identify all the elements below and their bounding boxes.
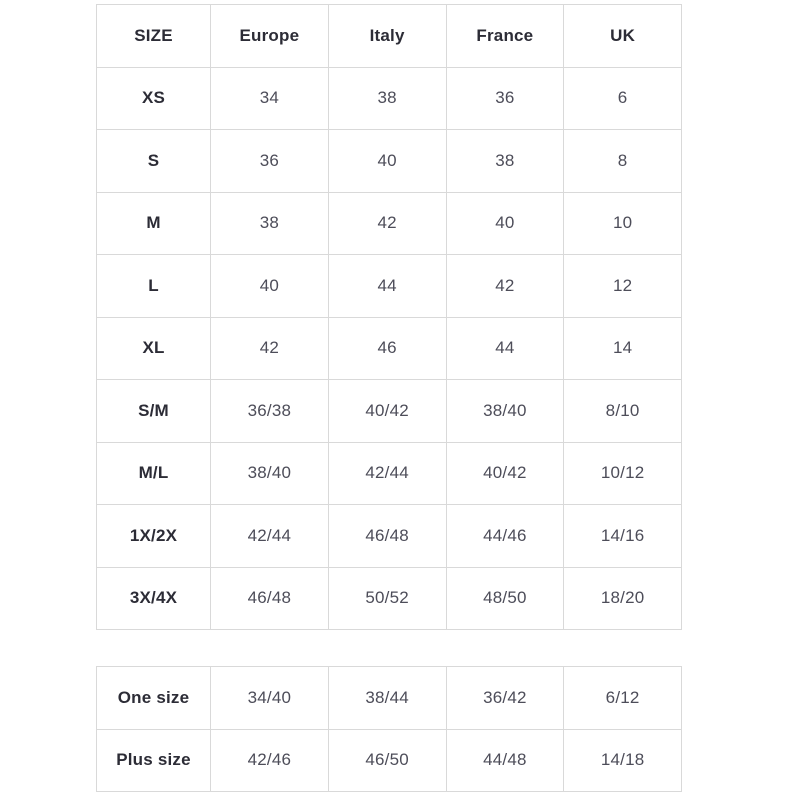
value-cell: 42/44	[328, 442, 446, 505]
value-cell: 12	[564, 255, 682, 318]
size-label: M	[97, 192, 211, 255]
value-cell: 44/46	[446, 505, 564, 568]
size-label: L	[97, 255, 211, 318]
value-cell: 36	[211, 130, 329, 193]
table-row-xl	[97, 317, 682, 380]
value-cell: 40/42	[446, 442, 564, 505]
value-cell: 38/40	[211, 442, 329, 505]
table-row-ml	[97, 442, 682, 505]
value-cell: 42/44	[211, 505, 329, 568]
value-cell: 42	[328, 192, 446, 255]
table-row-plus-size	[97, 729, 682, 792]
size-conversion-table	[96, 4, 682, 630]
value-cell: 50/52	[328, 567, 446, 630]
value-cell: 44/48	[446, 729, 564, 792]
value-cell: 8/10	[564, 380, 682, 443]
header-france: France	[446, 5, 564, 68]
table-row-sm	[97, 380, 682, 443]
table-row-l	[97, 255, 682, 318]
value-cell: 40	[446, 192, 564, 255]
value-cell: 10	[564, 192, 682, 255]
value-cell: 42/46	[211, 729, 329, 792]
value-cell: 8	[564, 130, 682, 193]
size-label: 1X/2X	[97, 505, 211, 568]
size-label: S/M	[97, 380, 211, 443]
value-cell: 40/42	[328, 380, 446, 443]
special-sizes-table	[96, 666, 682, 792]
value-cell: 46/48	[328, 505, 446, 568]
size-label: XL	[97, 317, 211, 380]
size-label: 3X/4X	[97, 567, 211, 630]
value-cell: 18/20	[564, 567, 682, 630]
value-cell: 44	[446, 317, 564, 380]
value-cell: 38/40	[446, 380, 564, 443]
value-cell: 36	[446, 67, 564, 130]
value-cell: 48/50	[446, 567, 564, 630]
value-cell: 38	[211, 192, 329, 255]
value-cell: 14/18	[564, 729, 682, 792]
value-cell: 14/16	[564, 505, 682, 568]
size-label: One size	[97, 667, 211, 730]
value-cell: 46/48	[211, 567, 329, 630]
header-uk: UK	[564, 5, 682, 68]
value-cell: 40	[211, 255, 329, 318]
value-cell: 46	[328, 317, 446, 380]
value-cell: 6	[564, 67, 682, 130]
value-cell: 38	[446, 130, 564, 193]
value-cell: 40	[328, 130, 446, 193]
value-cell: 36/42	[446, 667, 564, 730]
table-row-s	[97, 130, 682, 193]
size-label: S	[97, 130, 211, 193]
value-cell: 46/50	[328, 729, 446, 792]
table-row-xs	[97, 67, 682, 130]
table-row-1x2x	[97, 505, 682, 568]
value-cell: 34	[211, 67, 329, 130]
value-cell: 14	[564, 317, 682, 380]
size-label: XS	[97, 67, 211, 130]
value-cell: 42	[211, 317, 329, 380]
table-row-3x4x	[97, 567, 682, 630]
table-row-m	[97, 192, 682, 255]
table-row-one-size	[97, 667, 682, 730]
header-size: SIZE	[97, 5, 211, 68]
value-cell: 36/38	[211, 380, 329, 443]
value-cell: 10/12	[564, 442, 682, 505]
size-label: M/L	[97, 442, 211, 505]
value-cell: 38	[328, 67, 446, 130]
size-label: Plus size	[97, 729, 211, 792]
value-cell: 38/44	[328, 667, 446, 730]
value-cell: 6/12	[564, 667, 682, 730]
header-row	[97, 5, 682, 68]
header-italy: Italy	[328, 5, 446, 68]
value-cell: 34/40	[211, 667, 329, 730]
value-cell: 42	[446, 255, 564, 318]
header-europe: Europe	[211, 5, 329, 68]
value-cell: 44	[328, 255, 446, 318]
